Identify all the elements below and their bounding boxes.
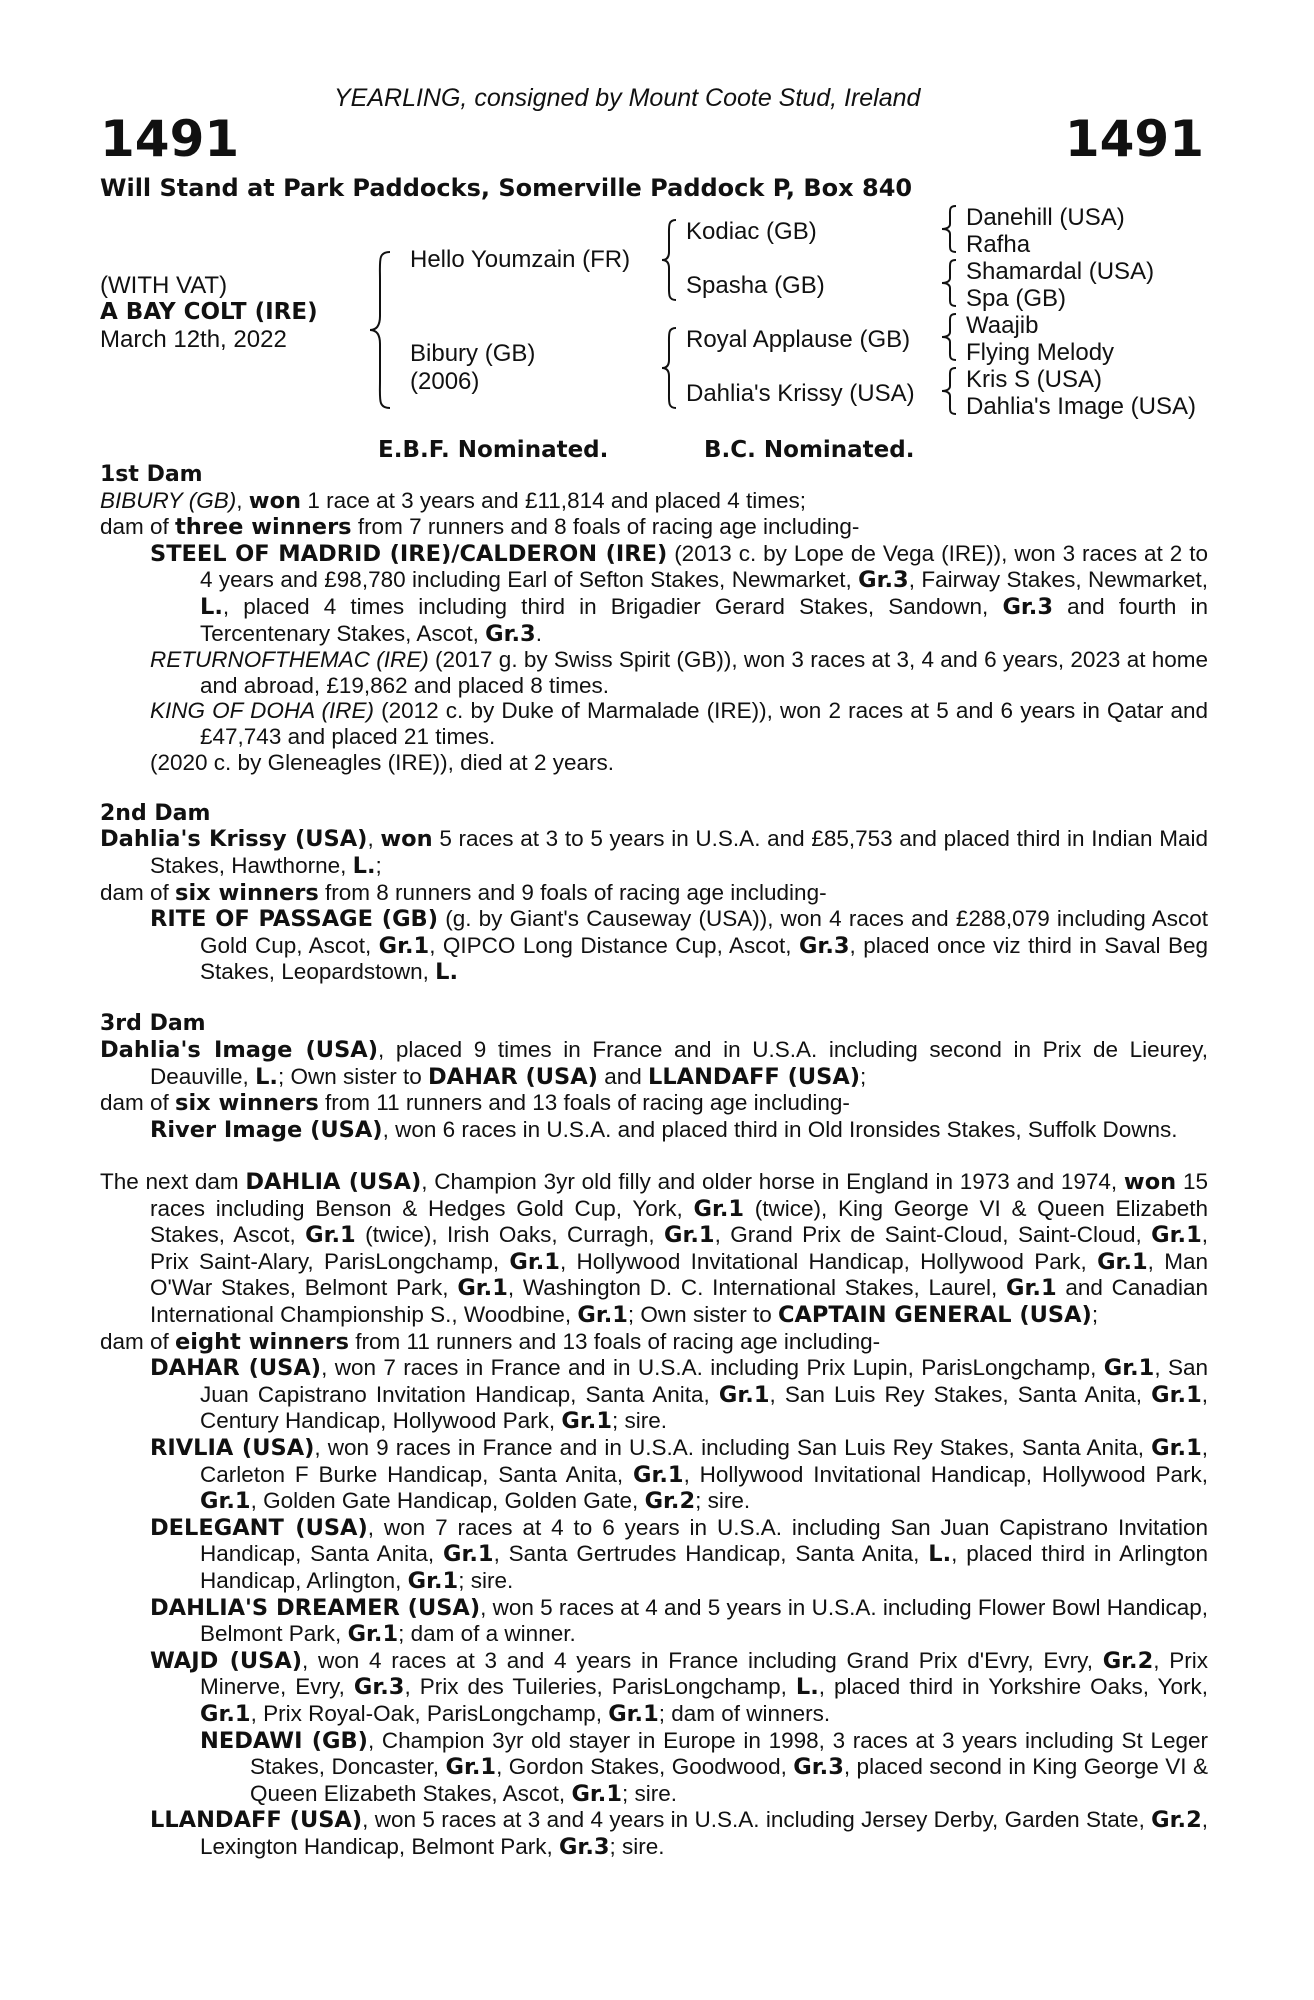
text: , won 7 races at 4 to 6 years in U.S.A. including San Juan Capistrano Invitation Handicap, Santa Anita, — [200, 1514, 1208, 1567]
text: The next dam — [100, 1169, 246, 1195]
grade: Gr.1 — [443, 1541, 494, 1568]
text: , Prix des Tuileries, ParisLongchamp, — [404, 1674, 796, 1700]
text: (2017 g. by Swiss Spirit (GB)), won 3 races at 3, 4 and 6 years, 2023 at home and abroad, £19,862 and placed 8 times. — [200, 647, 1208, 698]
grade: Gr.3 — [858, 567, 909, 594]
dam-name: Dahlia's Krissy (USA) — [100, 826, 368, 853]
won-label: won — [248, 487, 302, 514]
text: , won 7 races in France and in U.S.A. including Prix Lupin, ParisLongchamp, — [321, 1355, 1104, 1381]
text: , placed once viz third in Saval Beg Stakes, Leopardstown, — [200, 932, 1209, 985]
grade: L. — [928, 1541, 952, 1568]
text: dam of — [100, 1328, 176, 1354]
text: , Golden Gate Handicap, Golden Gate, — [250, 1488, 645, 1514]
produce-returnofthemac — [100, 647, 1208, 698]
vat-note: (WITH VAT) — [100, 272, 228, 299]
horse-name: LLANDAFF (USA) — [150, 1807, 363, 1834]
text: ; dam of winners. — [658, 1700, 831, 1726]
lot-name: A BAY COLT (IRE) — [100, 299, 318, 325]
text: ; sire. — [622, 1780, 678, 1806]
text: , Carleton F Burke Handicap, Santa Anita, — [200, 1434, 1208, 1487]
dam-dam: Dahlia's Krissy (USA) — [686, 380, 915, 407]
ped-ssd: Rafha — [966, 231, 1031, 258]
text: from 11 runners and 13 foals of racing age including- — [318, 1090, 850, 1116]
ped-ddd: Dahlia's Image (USA) — [966, 393, 1196, 420]
grade: Gr.1 — [1151, 1381, 1202, 1408]
second-dam-heading: 2nd Dam — [100, 800, 211, 826]
text: , San Luis Rey Stakes, Santa Anita, — [769, 1381, 1152, 1407]
produce-llandaff — [100, 1807, 1208, 1860]
text: , Man O'War Stakes, Belmont Park, — [150, 1248, 1208, 1301]
text: (twice), King George VI & Queen Elizabeth Stakes, Ascot, — [150, 1195, 1209, 1248]
text: , Prix Saint-Alary, ParisLongchamp, — [150, 1222, 1208, 1274]
next-dam-produce — [100, 1329, 1208, 1356]
text: ; — [860, 1063, 867, 1089]
grade: Gr.1 — [577, 1302, 628, 1328]
text: , placed 9 times in France and in U.S.A. including second in Prix de Lieurey, Deauville, — [150, 1037, 1208, 1089]
won-label: won — [380, 826, 433, 853]
grade: Gr.2 — [1151, 1807, 1202, 1834]
produce-steel-of-madrid — [100, 541, 1208, 647]
text: , placed third in Arlington Handicap, Arlington, — [200, 1541, 1208, 1593]
sire: Hello Youmzain (FR) — [410, 246, 631, 273]
grade: Gr.3 — [798, 932, 850, 959]
produce-suffix: from 7 runners and 8 foals of racing age including- — [351, 514, 860, 540]
lot-number-right: 1491 — [1064, 110, 1204, 168]
grade: Gr.2 — [644, 1488, 696, 1515]
foaling-date: March 12th, 2022 — [100, 326, 287, 353]
grade: Gr.1 — [347, 1621, 399, 1648]
grade: Gr.3 — [1002, 593, 1054, 620]
text: dam of — [100, 1090, 176, 1116]
text: , QIPCO Long Distance Cup, Ascot, — [429, 932, 799, 958]
text: ; dam of a winner. — [398, 1621, 576, 1647]
dam-name: Dahlia's Image (USA) — [100, 1037, 378, 1064]
text: , Fairway Stakes, Newmarket, — [908, 567, 1209, 593]
winners-count: six winners — [175, 1090, 319, 1117]
grade: Gr.1 — [1151, 1434, 1202, 1461]
text: (2012 c. by Duke of Marmalade (IRE)), won 2 races at 5 and 6 years in Qatar and £47,743 and placed 21 times. — [200, 698, 1209, 749]
horse-name: NEDAWI (GB) — [200, 1727, 368, 1754]
grade: Gr.1 — [633, 1461, 684, 1488]
sibling-name: DAHAR (USA) — [428, 1063, 598, 1090]
produce-nedawi — [100, 1728, 1208, 1808]
produce-dahar — [100, 1355, 1208, 1435]
grade: Gr.1 — [1097, 1248, 1148, 1275]
text: , Grand Prix de Saint-Cloud, Saint-Cloud, — [714, 1222, 1152, 1248]
grade: Gr.1 — [1151, 1222, 1202, 1249]
grade: Gr.2 — [1102, 1647, 1154, 1674]
produce-rite-of-passage — [100, 906, 1208, 986]
text: dam of — [100, 879, 176, 905]
text: ; Own sister to — [277, 1063, 428, 1089]
text: , Prix Minerve, Evry, — [200, 1647, 1208, 1700]
text: , Gordon Stakes, Goodwood, — [496, 1754, 794, 1780]
grade: Gr.1 — [305, 1222, 356, 1249]
grade: Gr.1 — [200, 1488, 251, 1515]
won-label: won — [1123, 1169, 1177, 1196]
sire-dam: Spasha (GB) — [686, 272, 825, 299]
text: ; — [1091, 1302, 1099, 1327]
bc-nomination: B.C. Nominated. — [704, 437, 915, 463]
lot-number-left: 1491 — [100, 110, 240, 168]
catalogue-body — [100, 462, 1208, 1860]
text: , San Juan Capistrano Invitation Handicap, Santa Anita, — [200, 1355, 1209, 1407]
grade: L. — [435, 959, 459, 986]
text: ; sire. — [695, 1488, 751, 1514]
text: ; Own sister to — [627, 1302, 778, 1327]
grade: Gr.1 — [664, 1222, 715, 1249]
text: , placed second in King George VI & Queen Elizabeth Stakes, Ascot, — [250, 1754, 1208, 1806]
dam: Bibury (GB) — [410, 340, 536, 367]
text: , Hollywood Invitational Handicap, Hollywood Park, — [559, 1248, 1098, 1274]
second-dam-record: Dahlia's Krissy (USA), won 5 races at 3 to 5 years in U.S.A. and £85,753 and placed third in Indian Maid Stakes, Hawthorne, L.; — [100, 826, 1208, 879]
horse-name: RETURNOFTHEMAC (IRE) — [150, 647, 429, 673]
grade: Gr.3 — [558, 1833, 610, 1860]
horse-name: RITE OF PASSAGE (GB) — [150, 906, 438, 933]
horse-name: WAJD (USA) — [150, 1647, 303, 1674]
text: , Champion 3yr old filly and older horse in England in 1973 and 1974, — [421, 1169, 1124, 1195]
winners-count: eight winners — [175, 1328, 350, 1355]
text: , Washington D. C. International Stakes, Laurel, — [507, 1275, 1007, 1301]
ped-sds: Shamardal (USA) — [966, 258, 1155, 285]
text: , Lexington Handicap, Belmont Park, — [200, 1807, 1208, 1859]
text: , won 9 races in France and in U.S.A. including San Luis Rey Stakes, Santa Anita, — [314, 1434, 1152, 1460]
stabling-location: Will Stand at Park Paddocks, Somerville Paddock P, Box 840 — [100, 174, 913, 202]
brace-ds — [940, 312, 960, 362]
horse-name: STEEL OF MADRID (IRE)/CALDERON (IRE) — [150, 540, 668, 567]
produce-king-of-doha — [100, 698, 1208, 749]
second-dam-produce — [100, 880, 1208, 907]
brace-ss — [940, 204, 960, 254]
first-dam-heading: 1st Dam — [100, 462, 203, 487]
text: , placed 4 times including third in Brigadier Gerard Stakes, Sandown, — [222, 593, 1003, 619]
third-dam-record — [100, 1037, 1208, 1090]
produce-2020-colt: (2020 c. by Gleneagles (IRE)), died at 2 years. — [150, 749, 614, 775]
horse-name: DELEGANT (USA) — [150, 1514, 368, 1541]
ped-dds: Kris S (USA) — [966, 366, 1103, 393]
horse-name: DAHLIA'S DREAMER (USA) — [150, 1594, 481, 1621]
ped-sdd: Spa (GB) — [966, 285, 1067, 312]
grade: L. — [795, 1674, 819, 1701]
produce-river-image — [100, 1117, 1208, 1144]
ped-sss: Danehill (USA) — [966, 204, 1125, 231]
produce-wajd — [100, 1648, 1208, 1728]
grade: L. — [200, 593, 223, 620]
grade: Gr.1 — [407, 1567, 459, 1594]
grade: L. — [352, 852, 376, 879]
ped-dss: Waajib — [966, 312, 1039, 339]
text: and Canadian International Championship S., Woodbine, — [150, 1275, 1208, 1327]
text: ; sire. — [609, 1833, 665, 1859]
grade: Gr.1 — [200, 1700, 251, 1727]
main-brace — [368, 250, 398, 410]
grade: Gr.1 — [571, 1780, 623, 1807]
dam-sire: Royal Applause (GB) — [686, 326, 911, 353]
dam-name: DAHLIA (USA) — [245, 1169, 422, 1196]
dam-year: (2006) — [410, 368, 480, 395]
winners-count: three winners — [175, 514, 352, 541]
text: ; sire. — [458, 1567, 514, 1593]
horse-name: River Image (USA) — [150, 1116, 383, 1143]
consignment-line: YEARLING, consigned by Mount Coote Stud, Ireland — [334, 84, 921, 112]
grade: Gr.1 — [608, 1700, 659, 1727]
dam-name: BIBURY (GB) — [100, 487, 237, 513]
brace-dd — [940, 366, 960, 416]
ped-dsd: Flying Melody — [966, 339, 1115, 366]
text: (twice), Irish Oaks, Curragh, — [355, 1222, 664, 1248]
grade: Gr.1 — [457, 1275, 508, 1302]
horse-name: KING OF DOHA (IRE) — [150, 698, 374, 724]
first-dam-record: BIBURY (GB), won 1 race at 3 years and £11,814 and placed 4 times; — [100, 487, 806, 514]
ebf-nomination: E.B.F. Nominated. — [378, 437, 609, 463]
text: , Santa Gertrudes Handicap, Santa Anita, — [493, 1541, 929, 1567]
text: , Champion 3yr old stayer in Europe in 1998, 3 races at 3 years including St Leger Stakes, Doncaster, — [250, 1727, 1208, 1780]
text: ; — [375, 852, 382, 878]
text: , won 5 races at 4 and 5 years in U.S.A. including Flower Bowl Handicap, Belmont Park, — [200, 1594, 1209, 1647]
grade: Gr.1 — [561, 1408, 612, 1435]
produce-delegant — [100, 1515, 1208, 1595]
text: , Prix Royal-Oak, ParisLongchamp, — [250, 1700, 609, 1726]
produce-dahlias-dreamer — [100, 1595, 1208, 1648]
third-dam-produce — [100, 1090, 1208, 1117]
text: , Century Handicap, Hollywood Park, — [200, 1381, 1208, 1434]
text: , won 6 races in U.S.A. and placed third in Old Ironsides Stakes, Suffolk Downs. — [382, 1116, 1178, 1142]
dam-record-text: 1 race at 3 years and £11,814 and placed 4 times; — [301, 487, 806, 513]
grade: Gr.3 — [793, 1754, 844, 1781]
sire-sire: Kodiac (GB) — [686, 218, 817, 245]
grade: Gr.3 — [485, 620, 536, 647]
grade: Gr.1 — [1006, 1275, 1057, 1302]
text: , won 4 races at 3 and 4 years in France including Grand Prix d'Evry, Evry, — [302, 1647, 1103, 1673]
grade: Gr.1 — [445, 1754, 497, 1781]
grade: Gr.1 — [378, 932, 430, 959]
text: , placed third in Yorkshire Oaks, York, — [818, 1674, 1208, 1700]
text: and fourth in Tercentenary Stakes, Ascot, — [200, 593, 1208, 646]
grade: Gr.1 — [718, 1381, 770, 1408]
text: . — [535, 620, 542, 646]
text: from 8 runners and 9 foals of racing age including- — [318, 879, 827, 905]
text: ; sire. — [611, 1408, 667, 1434]
grade: Gr.1 — [693, 1195, 745, 1222]
grade: Gr.3 — [353, 1674, 405, 1701]
dam-brace — [660, 326, 680, 410]
sire-brace — [660, 218, 680, 302]
text: (2013 c. by Lope de Vega (IRE)), won 3 races at 2 to 4 years and £98,780 including Earl of Sefton Stakes, Newmarket, — [200, 540, 1208, 593]
next-dam-record — [100, 1169, 1208, 1329]
text: from 11 runners and 13 foals of racing age including- — [349, 1328, 881, 1354]
grade: Gr.1 — [1103, 1355, 1155, 1382]
text: and — [597, 1063, 648, 1089]
text: 5 races at 3 to 5 years in U.S.A. and £85,753 and placed third in Indian Maid Stakes, Hawthorne, — [150, 826, 1208, 878]
horse-name: RIVLIA (USA) — [150, 1434, 315, 1461]
produce-rivlia — [100, 1435, 1208, 1515]
text: , Hollywood Invitational Handicap, Hollywood Park, — [683, 1461, 1208, 1487]
text: 15 races including Benson & Hedges Gold Cup, York, — [150, 1169, 1208, 1221]
produce-prefix: dam of — [100, 514, 176, 540]
third-dam-heading: 3rd Dam — [100, 1011, 206, 1037]
first-dam-produce — [100, 514, 1208, 541]
text: , won 5 races at 3 and 4 years in U.S.A. including Jersey Derby, Garden State, — [362, 1807, 1152, 1833]
text: (g. by Giant's Causeway (USA)), won 4 races and £288,079 including Ascot Gold Cup, Ascot, — [200, 906, 1208, 958]
grade: L. — [255, 1063, 278, 1090]
sibling-name: CAPTAIN GENERAL (USA) — [777, 1302, 1092, 1328]
horse-name: DAHAR (USA) — [150, 1355, 322, 1382]
grade: Gr.1 — [509, 1248, 560, 1275]
brace-sd — [940, 258, 960, 308]
sibling-name: LLANDAFF (USA) — [648, 1063, 861, 1090]
winners-count: six winners — [175, 879, 319, 906]
